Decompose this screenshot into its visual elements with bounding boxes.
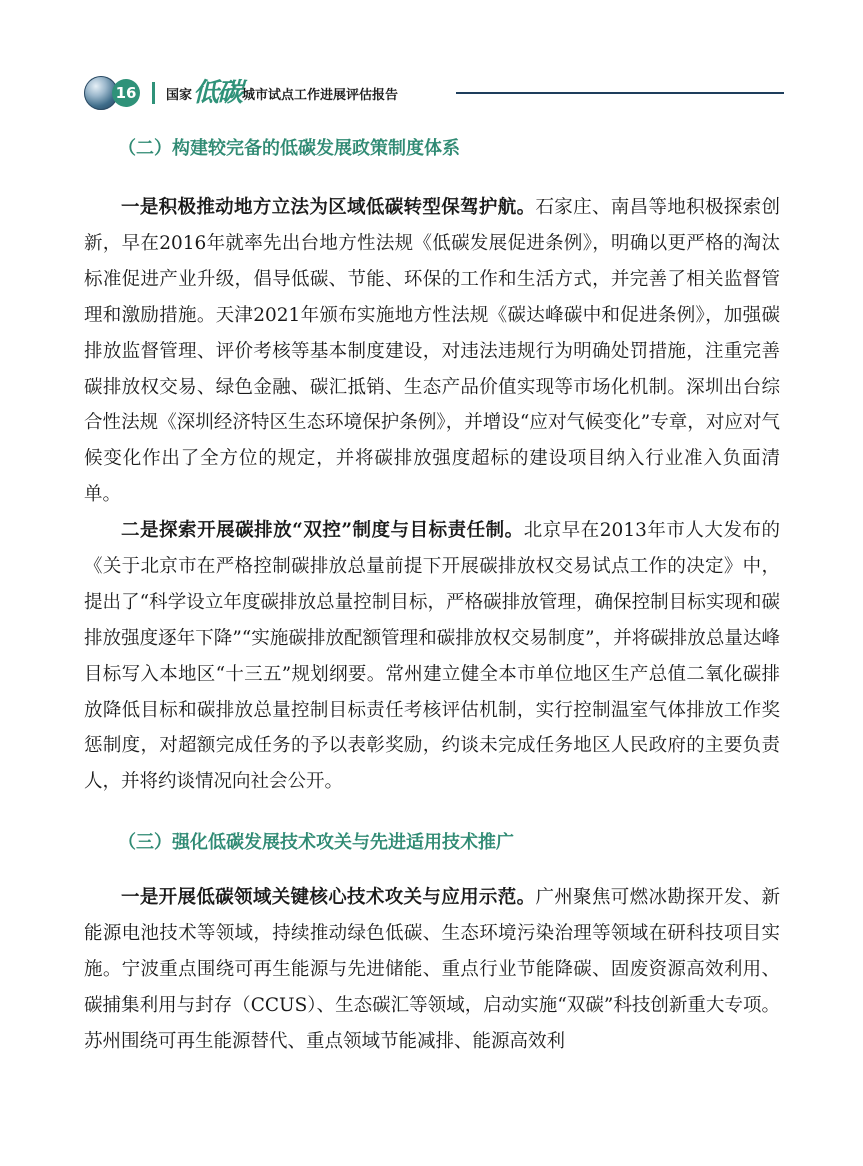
page-header (84, 76, 784, 110)
paragraph (84, 190, 780, 513)
section-heading: （三）强化低碳发展技术攻关与先进适用技术推广 (118, 832, 514, 853)
report-title-emphasis: 低碳 (193, 78, 242, 108)
paragraph-lead: 一是开展低碳领域关键核心技术攻关与应用示范。 (121, 887, 536, 908)
header-rule (456, 92, 784, 94)
paragraph-body: 石家庄、南昌等地积极探索创新，早在2016年就率先出台地方性法规《低碳发展促进条例》，明确以更严格的淘汰标准促进产业升级，倡导低碳、节能、环保的工作和生活方式，并完善了相关监督管理和激励措施。天津2021年颁布实施地方性法规《碳达峰碳中和促进条例》，加强碳排放监督管理、评价考核等基本制度建设，对违法违规行为明确处罚措施，注重完善碳排放权交易、绿色金融、碳汇抵销、生态产品价值实现等市场化机制。深圳出台综合性法规《深圳经济特区生态环境保护条例》，并增设“应对气候变化”专章，对应对气候变化作出了全方位的规定，并将碳排放强度超标的建设项目纳入行业准入负面清单。 (84, 197, 780, 506)
paragraph-body: 北京早在2013年市人大发布的《关于北京市在严格控制碳排放总量前提下开展碳排放权交易试点工作的决定》中，提出了“科学设立年度碳排放总量控制目标，严格碳排放管理，确保控制目标实现和碳排放强度逐年下降”“实施碳排放配额管理和碳排放权交易制度”，并将碳排放总量达峰目标写入本地区“十三五”规划纲要。常州建立健全本市单位地区生产总值二氧化碳排放降低目标和碳排放总量控制目标责任考核评估机制，实行控制温室气体排放工作奖惩制度，对超额完成任务的予以表彰奖励，约谈未完成任务地区人民政府的主要负责人，并将约谈情况向社会公开。 (84, 520, 780, 793)
paragraph-body: 广州聚焦可燃冰勘探开发、新能源电池技术等领域，持续推动绿色低碳、生态环境污染治理等领域在研科技项目实施。宁波重点围绕可再生能源与先进储能、重点行业节能降碳、固废资源高效利用、碳捕集利用与封存（CCUS）、生态碳汇等领域，启动实施“双碳”科技创新重大专项。苏州围绕可再生能源替代、重点领域节能减排、能源高效利 (84, 887, 780, 1052)
section-heading: （二）构建较完备的低碳发展政策制度体系 (118, 138, 460, 159)
paragraph-lead: 一是积极推动地方立法为区域低碳转型保驾护航。 (121, 197, 536, 218)
page-number: 16 (112, 79, 140, 107)
header-divider (152, 82, 155, 104)
paragraph (84, 880, 780, 1060)
report-title-prefix: 国家 (166, 87, 193, 103)
paragraph-lead: 二是探索开展碳排放“双控”制度与目标责任制。 (121, 520, 524, 541)
paragraph (84, 513, 780, 800)
report-title (166, 77, 398, 109)
report-title-suffix: 城市试点工作进展评估报告 (242, 87, 399, 103)
